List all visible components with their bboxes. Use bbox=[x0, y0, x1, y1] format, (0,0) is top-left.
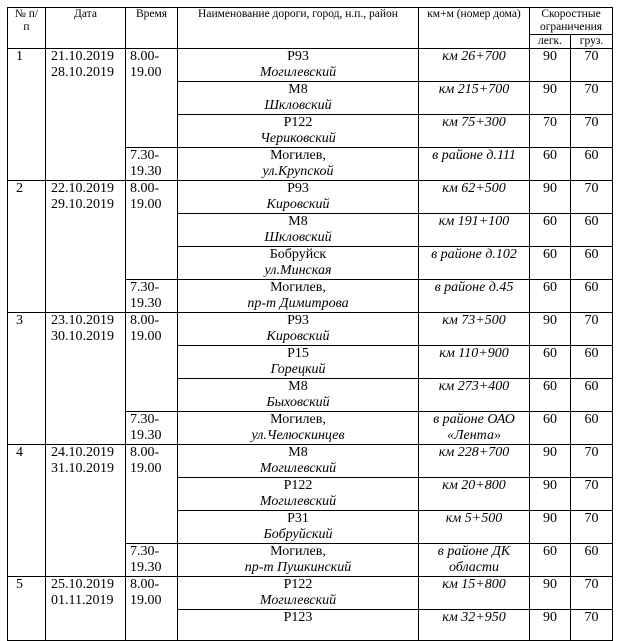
speed-light-cell: 60 bbox=[530, 412, 571, 445]
time-start: 7.30- bbox=[130, 280, 160, 295]
row-dates bbox=[46, 181, 126, 313]
table-row bbox=[8, 445, 613, 478]
road-name: Могилев, bbox=[270, 280, 326, 295]
speed-truck-cell: 70 bbox=[571, 181, 613, 214]
speed-truck-cell: 60 bbox=[571, 148, 613, 181]
row-dates bbox=[46, 577, 126, 641]
km-value: км 15+800 bbox=[442, 577, 506, 592]
district-name: Чериковский bbox=[260, 131, 336, 146]
km-cell bbox=[419, 181, 530, 214]
road-name: Р93 bbox=[287, 181, 309, 196]
km-value: км 215+700 bbox=[438, 82, 510, 97]
road-name: Р31 bbox=[287, 511, 309, 526]
speed-truck-cell: 60 bbox=[571, 247, 613, 280]
road-cell bbox=[178, 247, 419, 280]
speed-light-cell: 90 bbox=[530, 478, 571, 511]
road-name: М8 bbox=[288, 214, 308, 229]
road-name: Р93 bbox=[287, 49, 309, 64]
table-header bbox=[8, 8, 613, 49]
time-start: 8.00- bbox=[130, 313, 160, 328]
speed-control-schedule-table bbox=[7, 7, 613, 641]
km-value: км 273+400 bbox=[438, 379, 510, 394]
speed-truck-cell: 70 bbox=[571, 445, 613, 478]
km-cell bbox=[419, 610, 530, 641]
km-cell bbox=[419, 379, 530, 412]
header-number: № п/п bbox=[8, 8, 46, 49]
road-cell bbox=[178, 544, 419, 577]
road-name: Р122 bbox=[283, 115, 313, 130]
km-value: км 26+700 bbox=[442, 49, 506, 64]
km-value: в районе ОАО «Лента» bbox=[433, 412, 515, 443]
district-name: Быховский bbox=[266, 395, 330, 410]
speed-light-cell: 70 bbox=[530, 115, 571, 148]
km-cell bbox=[419, 478, 530, 511]
row-time bbox=[126, 280, 178, 313]
date-second: 29.10.2019 bbox=[51, 197, 114, 212]
road-cell bbox=[178, 82, 419, 115]
km-value: км 73+500 bbox=[442, 313, 506, 328]
date-first: 24.10.2019 bbox=[51, 445, 114, 460]
row-number: 2 bbox=[8, 181, 46, 313]
date-first: 23.10.2019 bbox=[51, 313, 114, 328]
road-cell bbox=[178, 379, 419, 412]
district-name: Могилевский bbox=[259, 461, 337, 476]
time-end: 19.00 bbox=[130, 197, 162, 212]
row-dates bbox=[46, 313, 126, 445]
row-dates bbox=[46, 445, 126, 577]
km-value: км 20+800 bbox=[442, 478, 506, 493]
row-number: 5 bbox=[8, 577, 46, 641]
speed-truck-cell: 60 bbox=[571, 214, 613, 247]
district-name: Могилевский bbox=[259, 65, 337, 80]
road-cell bbox=[178, 511, 419, 544]
date-second: 31.10.2019 bbox=[51, 461, 114, 476]
km-value: км 62+500 bbox=[442, 181, 506, 196]
time-end: 19.30 bbox=[130, 560, 162, 575]
km-value: км 228+700 bbox=[438, 445, 510, 460]
speed-truck-cell: 60 bbox=[571, 346, 613, 379]
date-second: 01.11.2019 bbox=[51, 593, 114, 608]
speed-light-cell: 60 bbox=[530, 544, 571, 577]
speed-light-cell: 90 bbox=[530, 49, 571, 82]
time-end: 19.30 bbox=[130, 164, 162, 179]
time-start: 8.00- bbox=[130, 445, 160, 460]
district-name: ул.Челюскинцев bbox=[251, 428, 345, 443]
header-speed-limits: Скоростные ограничения bbox=[530, 8, 613, 35]
km-cell bbox=[419, 148, 530, 181]
road-name: Р122 bbox=[283, 478, 313, 493]
road-name: Могилев, bbox=[270, 412, 326, 427]
speed-truck-cell: 60 bbox=[571, 412, 613, 445]
km-value: км 191+100 bbox=[438, 214, 510, 229]
speed-light-cell: 60 bbox=[530, 346, 571, 379]
road-cell bbox=[178, 577, 419, 610]
header-time: Время bbox=[126, 8, 178, 49]
km-value: в районе д.111 bbox=[432, 148, 516, 163]
row-time bbox=[126, 412, 178, 445]
speed-truck-cell: 60 bbox=[571, 379, 613, 412]
time-end: 19.00 bbox=[130, 593, 162, 608]
speed-light-cell: 90 bbox=[530, 82, 571, 115]
speed-truck-cell: 70 bbox=[571, 49, 613, 82]
speed-light-cell: 60 bbox=[530, 148, 571, 181]
table-row bbox=[8, 181, 613, 214]
road-name: Р122 bbox=[283, 577, 313, 592]
speed-truck-cell: 60 bbox=[571, 280, 613, 313]
table-row bbox=[8, 49, 613, 82]
km-cell bbox=[419, 247, 530, 280]
speed-truck-cell: 70 bbox=[571, 82, 613, 115]
time-start: 8.00- bbox=[130, 577, 160, 592]
row-time bbox=[126, 445, 178, 544]
header-km: км+м (номер дома) bbox=[419, 8, 530, 49]
speed-light-cell: 90 bbox=[530, 313, 571, 346]
road-cell bbox=[178, 214, 419, 247]
speed-light-cell: 90 bbox=[530, 610, 571, 641]
road-name: Р15 bbox=[287, 346, 309, 361]
km-value: км 75+300 bbox=[442, 115, 506, 130]
speed-light-cell: 90 bbox=[530, 181, 571, 214]
km-value: в районе ДК области bbox=[437, 544, 511, 575]
km-cell bbox=[419, 346, 530, 379]
row-dates bbox=[46, 49, 126, 181]
speed-light-cell: 60 bbox=[530, 379, 571, 412]
speed-truck-cell: 60 bbox=[571, 544, 613, 577]
road-cell bbox=[178, 181, 419, 214]
km-cell bbox=[419, 313, 530, 346]
speed-light-cell: 60 bbox=[530, 247, 571, 280]
road-cell bbox=[178, 412, 419, 445]
district-name: Шкловский bbox=[264, 98, 332, 113]
header-road: Наименование дороги, город, н.п., район bbox=[178, 8, 419, 49]
km-value: в районе д.102 bbox=[431, 247, 517, 262]
road-name: Бобруйск bbox=[269, 247, 327, 262]
road-cell bbox=[178, 313, 419, 346]
date-second: 30.10.2019 bbox=[51, 329, 114, 344]
time-start: 7.30- bbox=[130, 412, 160, 427]
road-name: М8 bbox=[288, 82, 308, 97]
road-cell bbox=[178, 280, 419, 313]
row-number: 3 bbox=[8, 313, 46, 445]
district-name: пр-т Димитрова bbox=[247, 296, 349, 311]
km-cell bbox=[419, 82, 530, 115]
district-name: ул.Крупской bbox=[262, 164, 334, 179]
speed-truck-cell: 70 bbox=[571, 115, 613, 148]
km-cell bbox=[419, 115, 530, 148]
road-name: Могилев, bbox=[270, 544, 326, 559]
speed-light-cell: 60 bbox=[530, 280, 571, 313]
road-cell bbox=[178, 610, 419, 641]
speed-light-cell: 90 bbox=[530, 445, 571, 478]
road-name: Р123 bbox=[283, 610, 313, 625]
row-time bbox=[126, 148, 178, 181]
table-body bbox=[8, 49, 613, 641]
time-end: 19.00 bbox=[130, 65, 162, 80]
row-number: 4 bbox=[8, 445, 46, 577]
time-start: 8.00- bbox=[130, 49, 160, 64]
speed-truck-cell: 70 bbox=[571, 610, 613, 641]
table-row bbox=[8, 577, 613, 610]
road-name: Могилев, bbox=[270, 148, 326, 163]
speed-light-cell: 60 bbox=[530, 214, 571, 247]
km-value: км 110+900 bbox=[439, 346, 509, 361]
date-second: 28.10.2019 bbox=[51, 65, 114, 80]
district-name: Шкловский bbox=[264, 230, 332, 245]
km-cell bbox=[419, 214, 530, 247]
road-name: М8 bbox=[288, 379, 308, 394]
road-cell bbox=[178, 49, 419, 82]
table-row bbox=[8, 313, 613, 346]
time-end: 19.00 bbox=[130, 461, 162, 476]
row-time bbox=[126, 49, 178, 148]
road-cell bbox=[178, 148, 419, 181]
km-cell bbox=[419, 445, 530, 478]
time-start: 8.00- bbox=[130, 181, 160, 196]
row-number: 1 bbox=[8, 49, 46, 181]
district-name: Бобруйский bbox=[263, 527, 333, 542]
road-cell bbox=[178, 115, 419, 148]
row-time bbox=[126, 577, 178, 641]
km-value: в районе д.45 bbox=[434, 280, 514, 295]
km-cell bbox=[419, 544, 530, 577]
road-cell bbox=[178, 445, 419, 478]
district-name: Кировский bbox=[266, 197, 330, 212]
road-cell bbox=[178, 478, 419, 511]
km-cell bbox=[419, 511, 530, 544]
date-first: 25.10.2019 bbox=[51, 577, 114, 592]
header-date: Дата bbox=[46, 8, 126, 49]
header-light-vehicles: легк. bbox=[530, 35, 571, 49]
road-cell bbox=[178, 346, 419, 379]
km-cell bbox=[419, 49, 530, 82]
speed-truck-cell: 70 bbox=[571, 511, 613, 544]
district-name: Горецкий bbox=[270, 362, 326, 377]
row-time bbox=[126, 544, 178, 577]
row-time bbox=[126, 313, 178, 412]
road-name: М8 bbox=[288, 445, 308, 460]
district-name: Могилевский bbox=[259, 494, 337, 509]
district-name: Кировский bbox=[266, 329, 330, 344]
road-name: Р93 bbox=[287, 313, 309, 328]
time-end: 19.00 bbox=[130, 329, 162, 344]
km-value: км 5+500 bbox=[445, 511, 503, 526]
km-cell bbox=[419, 412, 530, 445]
speed-truck-cell: 70 bbox=[571, 577, 613, 610]
header-trucks: груз. bbox=[571, 35, 613, 49]
time-end: 19.30 bbox=[130, 296, 162, 311]
district-name: Могилевский bbox=[259, 593, 337, 608]
time-end: 19.30 bbox=[130, 428, 162, 443]
district-name: пр-т Пушкинский bbox=[244, 560, 352, 575]
row-time bbox=[126, 181, 178, 280]
km-cell bbox=[419, 280, 530, 313]
km-value: км 32+950 bbox=[442, 610, 506, 625]
speed-truck-cell: 70 bbox=[571, 313, 613, 346]
district-name: ул.Минская bbox=[264, 263, 332, 278]
date-first: 22.10.2019 bbox=[51, 181, 114, 196]
speed-light-cell: 90 bbox=[530, 577, 571, 610]
time-start: 7.30- bbox=[130, 544, 160, 559]
speed-light-cell: 90 bbox=[530, 511, 571, 544]
time-start: 7.30- bbox=[130, 148, 160, 163]
date-first: 21.10.2019 bbox=[51, 49, 114, 64]
speed-truck-cell: 70 bbox=[571, 478, 613, 511]
km-cell bbox=[419, 577, 530, 610]
